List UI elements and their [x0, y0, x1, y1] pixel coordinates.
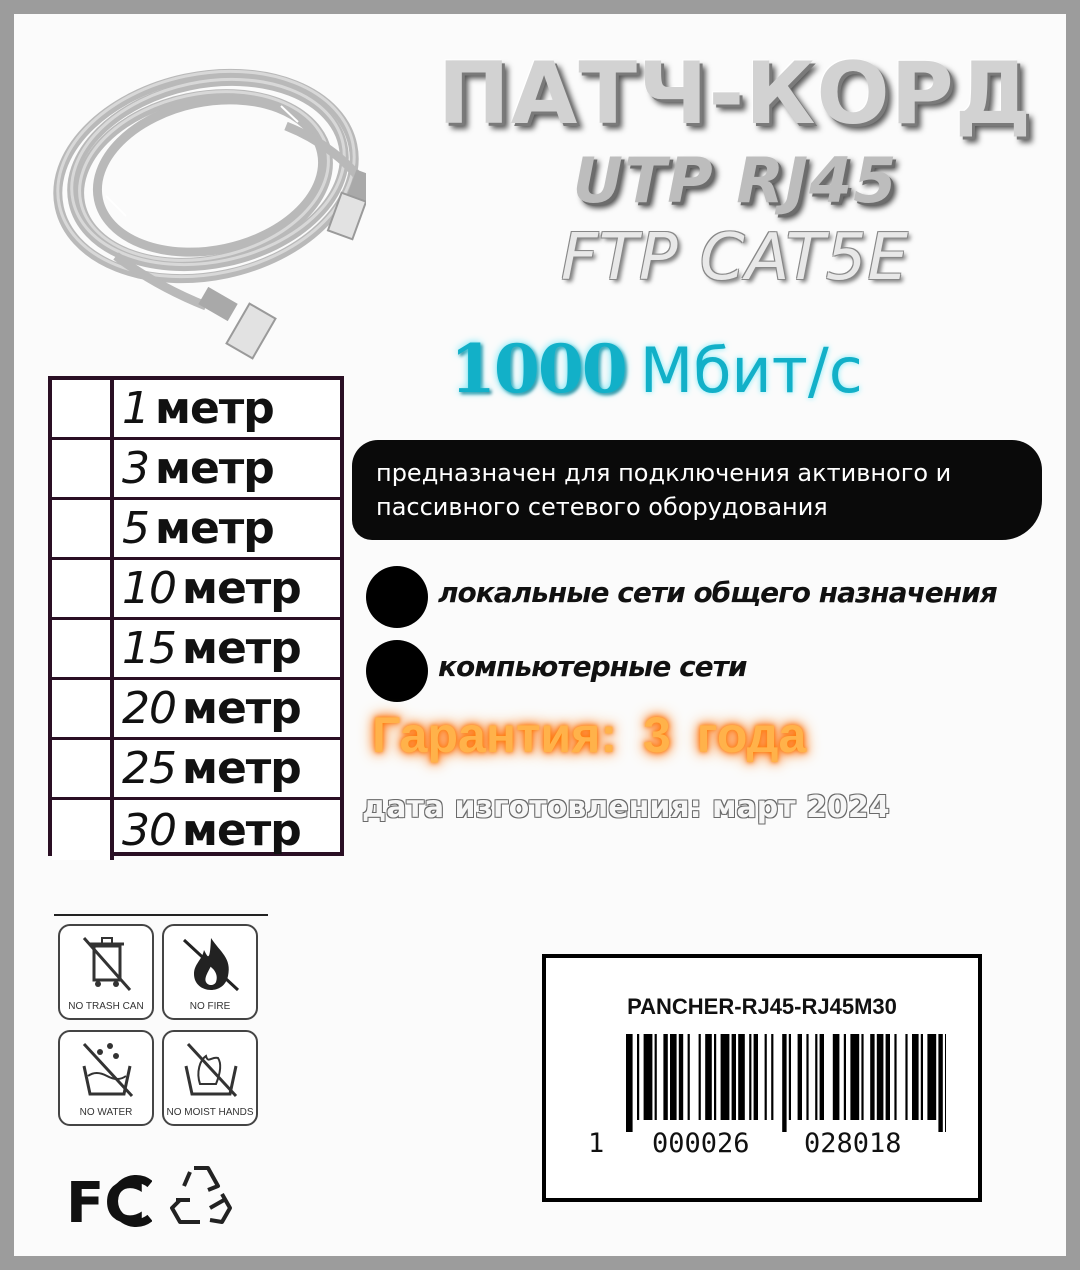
feature-text: компьютерные сети	[438, 650, 747, 683]
speed-unit: Мбит/с	[639, 334, 863, 407]
no-moist-hands-icon: NO MOIST HANDS	[162, 1030, 258, 1126]
length-checkbox[interactable]	[52, 740, 114, 797]
length-table	[48, 376, 344, 856]
speed-rating	[450, 330, 1050, 410]
length-checkbox[interactable]	[52, 500, 114, 557]
fcc-logo-icon	[66, 1168, 152, 1232]
length-row[interactable]	[52, 800, 340, 860]
length-row[interactable]	[52, 680, 340, 740]
length-row[interactable]	[52, 500, 340, 560]
bullet-icon	[366, 640, 428, 702]
length-label: 3 метр	[122, 443, 274, 494]
barcode-label	[542, 954, 982, 1202]
length-row[interactable]	[52, 560, 340, 620]
length-label: 30 метр	[122, 804, 301, 856]
length-checkbox[interactable]	[52, 680, 114, 737]
patch-cord-image	[36, 36, 366, 366]
length-row[interactable]	[52, 620, 340, 680]
product-subtitle-utp: UTP RJ45	[572, 144, 898, 217]
no-fire-icon: NO FIRE	[162, 924, 258, 1020]
divider	[54, 914, 268, 916]
barcode-digits-left: 000026	[652, 1128, 750, 1159]
length-label: 25 метр	[122, 743, 301, 794]
barcode-icon	[626, 1034, 946, 1132]
recycle-icon	[164, 1160, 238, 1230]
length-row[interactable]	[52, 740, 340, 800]
no-water-icon: NO WATER	[58, 1030, 154, 1126]
feature-text: локальные сети общего назначения	[438, 576, 997, 609]
feature-item	[366, 640, 1036, 700]
warranty-text: Гарантия: 3 года	[372, 707, 807, 763]
length-row[interactable]	[52, 380, 340, 440]
product-title: ПАТЧ-КОРД	[437, 44, 1033, 144]
svg-text:FC: FC	[66, 1171, 146, 1232]
barcode-digits-right: 028018	[804, 1128, 902, 1159]
length-checkbox[interactable]	[52, 620, 114, 677]
length-row[interactable]	[52, 440, 340, 500]
bullet-icon	[366, 566, 428, 628]
manufacture-date: дата изготовления: март 2024	[362, 790, 890, 825]
speed-value: 1000	[450, 330, 626, 408]
length-checkbox[interactable]	[52, 380, 114, 437]
feature-item	[366, 566, 1036, 626]
no-trash-can-icon: NO TRASH CAN	[58, 924, 154, 1020]
length-label: 5 метр	[122, 503, 274, 554]
length-checkbox[interactable]	[52, 800, 114, 860]
barcode-digit-first: 1	[588, 1128, 605, 1159]
product-subtitle-ftp: FTP CAT5E	[561, 221, 909, 295]
length-label: 20 метр	[122, 683, 301, 734]
length-checkbox[interactable]	[52, 440, 114, 497]
length-label: 10 метр	[122, 563, 301, 614]
sku-text: PANCHER-RJ45-RJ45M30	[627, 994, 897, 1019]
length-checkbox[interactable]	[52, 560, 114, 617]
length-label: 15 метр	[122, 623, 301, 674]
length-label: 1 метр	[122, 383, 274, 434]
description-text: предназначен для подключения активного и пассивного сетевого оборудования	[376, 459, 952, 521]
